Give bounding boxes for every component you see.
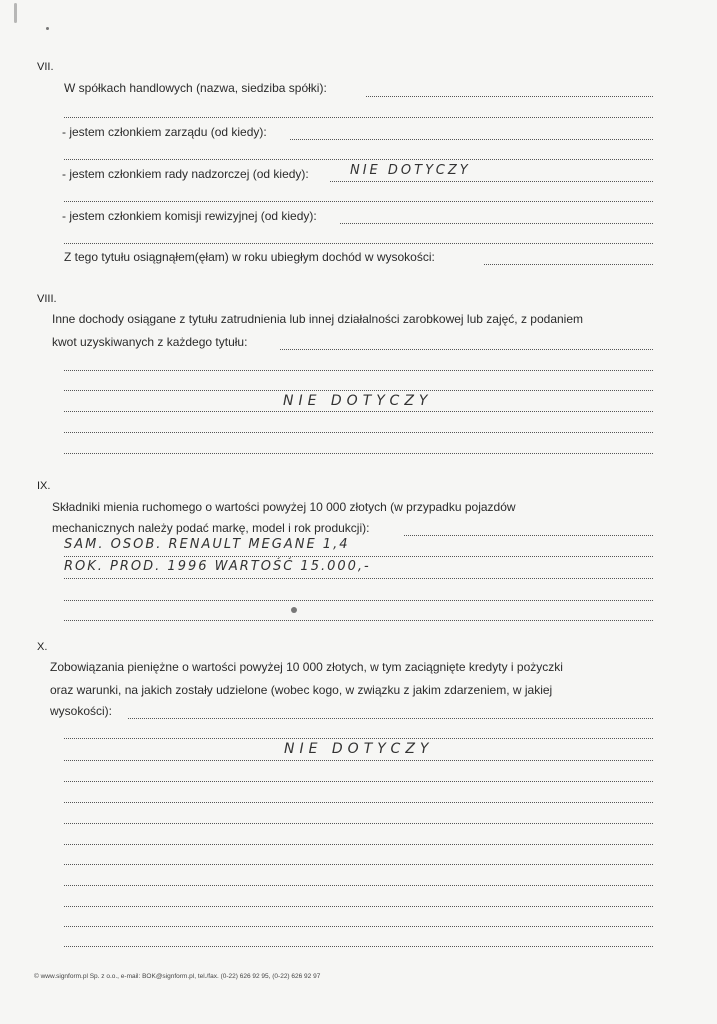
section-vii-line-1: W spółkach handlowych (nazwa, siedziba spółki): bbox=[64, 81, 327, 95]
section-ix-number: IX. bbox=[37, 480, 51, 492]
dotted-line bbox=[64, 159, 653, 160]
handwritten-x: NIE DOTYCZY bbox=[284, 741, 434, 757]
section-x-line-3: wysokości): bbox=[50, 704, 113, 718]
section-vii-number: VII. bbox=[37, 61, 54, 73]
dotted-line bbox=[64, 620, 653, 621]
footer-text: © www.signform.pl Sp. z o.o., e-mail: BOK@signform.pl, tel./fax. (0-22) 626 92 95, (0-22) 626 92 97 bbox=[34, 973, 321, 980]
dotted-line bbox=[64, 844, 653, 845]
section-viii-line-2: kwot uzyskiwanych z każdego tytułu: bbox=[52, 335, 248, 349]
section-ix-line-1: Składniki mienia ruchomego o wartości powyżej 10 000 złotych (w przypadku pojazdów bbox=[52, 500, 516, 514]
dotted-line bbox=[64, 117, 653, 118]
dotted-line bbox=[330, 181, 653, 182]
dotted-line bbox=[64, 600, 653, 601]
section-viii-number: VIII. bbox=[37, 293, 57, 305]
section-vii-line-5: Z tego tytułu osiągnąłem(ęłam) w roku ubiegłym dochód w wysokości: bbox=[64, 250, 435, 264]
dotted-line bbox=[64, 411, 653, 412]
dotted-line bbox=[64, 243, 653, 244]
dotted-line bbox=[64, 864, 653, 865]
section-x-line-1: Zobowiązania pieniężne o wartości powyżej 10 000 złotych, w tym zaciągnięte kredyty i pożyczki bbox=[50, 660, 563, 674]
dotted-line bbox=[64, 926, 653, 927]
dotted-line bbox=[64, 885, 653, 886]
scan-mark bbox=[14, 3, 17, 23]
dotted-line bbox=[64, 556, 653, 557]
section-vii-line-3: - jestem członkiem rady nadzorczej (od kiedy): bbox=[62, 167, 309, 181]
dotted-line bbox=[484, 264, 653, 265]
dotted-line bbox=[340, 223, 653, 224]
dotted-line bbox=[64, 578, 653, 579]
dotted-line bbox=[64, 802, 653, 803]
dotted-line bbox=[64, 453, 653, 454]
dotted-line bbox=[64, 390, 653, 391]
dotted-line bbox=[64, 906, 653, 907]
handwritten-vii: NIE DOTYCZY bbox=[350, 163, 471, 178]
dotted-line bbox=[366, 96, 653, 97]
dotted-line bbox=[64, 370, 653, 371]
dotted-line bbox=[64, 823, 653, 824]
handwritten-viii: NIE DOTYCZY bbox=[283, 393, 433, 409]
section-x-line-2: oraz warunki, na jakich zostały udzielone (wobec kogo, w związku z jakim zdarzeniem, w jakiej bbox=[50, 683, 553, 697]
section-viii-line-1: Inne dochody osiągane z tytułu zatrudnienia lub innej działalności zarobkowej lub zajęć, z podaniem bbox=[52, 312, 583, 326]
dotted-line bbox=[64, 760, 653, 761]
section-vii-line-2: - jestem członkiem zarządu (od kiedy): bbox=[62, 125, 267, 139]
handwritten-ix-1: SAM. OSOB. RENAULT MEGANE 1,4 bbox=[64, 537, 350, 552]
dotted-line bbox=[64, 201, 653, 202]
dotted-line bbox=[64, 738, 653, 739]
dotted-line bbox=[128, 718, 653, 719]
section-x-number: X. bbox=[37, 641, 48, 653]
dotted-line bbox=[64, 946, 653, 947]
section-ix-line-2: mechanicznych należy podać markę, model i rok produkcji): bbox=[52, 521, 370, 535]
ink-dot bbox=[291, 607, 297, 613]
dotted-line bbox=[280, 349, 653, 350]
dotted-line bbox=[64, 432, 653, 433]
handwritten-ix-2: ROK. PROD. 1996 WARTOŚĆ 15.000,- bbox=[64, 559, 371, 574]
dotted-line bbox=[404, 535, 653, 536]
section-vii-line-4: - jestem członkiem komisji rewizyjnej (od kiedy): bbox=[62, 209, 317, 223]
dotted-line bbox=[64, 781, 653, 782]
scan-speck bbox=[46, 27, 49, 30]
dotted-line bbox=[290, 139, 653, 140]
